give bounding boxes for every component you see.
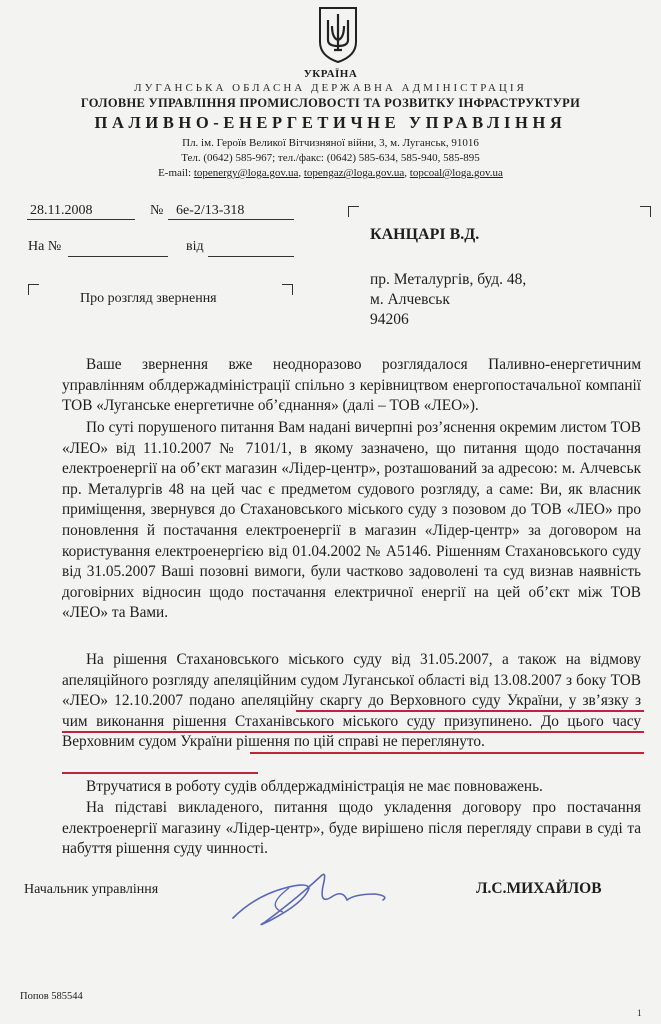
email-label: E-mail: bbox=[158, 167, 192, 179]
body-paragraph-1: Ваше звернення вже неодноразово розглядалося Паливно-енергетичним управлінням облдержадміністрації спільно з керівництвом енергопостачальної компанії ТОВ «Луганське енергетичне об’єднання» (далі – ТОВ «ЛЕО»). bbox=[62, 356, 641, 415]
body-paragraph-3: На рішення Стахановського міського суду від 31.05.2007, а також на відмову апеляційного розгляду апеляційним судом Луганської області від 13.08.2007 з боку ТОВ «ЛЕО» 12.10.2007 подано апеляційну скаргу до Верховного суду України, у зв’язку з чим виконання рішення Стаханівського міського суду призупинено. До цього часу Верховним судом України рішення по цій справі не переглянуто. bbox=[62, 651, 641, 751]
reference-label: На № bbox=[28, 239, 62, 254]
reference-underline bbox=[68, 256, 168, 257]
letterhead-country: УКРАЇНА bbox=[303, 68, 358, 80]
body-paragraph-4: Втручатися в роботу судів облдержадміністрація не має повноважень. bbox=[86, 778, 543, 795]
letterhead-phones: Тел. (0642) 585-967; тел./факс: (0642) 585-634, 585-940, 585-895 bbox=[181, 152, 480, 164]
letterhead-department: ПАЛИВНО-ЕНЕРГЕТИЧНЕ УПРАВЛІННЯ bbox=[94, 113, 567, 132]
body-paragraph-5: На підставі викладеного, питання щодо укладення договору про постачання електроенергії магазину «Лідер-центр», буде вирішено після перегляду справи в суді та набуття рішення суду чинності. bbox=[62, 799, 641, 858]
letterhead-emails: E-mail: topenergy@loga.gov.ua, topengaz@loga.gov.ua, topcoal@loga.gov.ua bbox=[158, 167, 503, 179]
highlight-underline bbox=[296, 710, 644, 712]
signer-name: Л.С.МИХАЙЛОВ bbox=[476, 880, 602, 897]
outgoing-number: 6е-2/13-318 bbox=[176, 203, 245, 218]
page-number: 1 bbox=[637, 1008, 642, 1018]
letterhead-address: Пл. ім. Героїв Великої Вітчизняної війни, 3, м. Луганськ, 91016 bbox=[182, 137, 479, 149]
signature-icon bbox=[225, 866, 395, 932]
executor-note: Попов 585544 bbox=[20, 991, 83, 1002]
email-link[interactable]: topengaz@loga.gov.ua bbox=[303, 167, 405, 179]
coat-of-arms-icon bbox=[318, 6, 358, 64]
recipient-corner-left bbox=[348, 206, 359, 217]
subject-corner-left bbox=[28, 284, 39, 295]
outgoing-date: 28.11.2008 bbox=[30, 203, 93, 218]
subject: Про розгляд звернення bbox=[80, 291, 217, 306]
email-link[interactable]: topenergy@loga.gov.ua bbox=[193, 167, 299, 179]
recipient-name: КАНЦАРІ В.Д. bbox=[370, 226, 480, 243]
recipient-city: м. Алчевськ bbox=[370, 291, 450, 308]
highlight-underline bbox=[250, 752, 644, 754]
letterhead-administration: ЛУГАНСЬКА ОБЛАСНА ДЕРЖАВНА АДМІНІСТРАЦІЯ bbox=[134, 82, 527, 94]
signer-position: Начальник управління bbox=[24, 882, 159, 897]
body-paragraph-2: По суті порушеного питання Вам надані вичерпні роз’яснення окремим листом ТОВ «ЛЕО» від 11.10.2007 № 7101/1, в якому зазначено, що питання щодо постачання електроенергії на об’єкт магазин «Лідер-центр», розташований за адресою: м. Алчевськ пр. Металургів 48 на цей час є предметом судового розгляду, а саме: Ви, як власник приміщення, звернувся до Стахановського міського суду з позовом до ТОВ «ЛЕО» про поновлення й постачання електроенергії в магазин «Лідер-центр» за договором на користування електроенергією від 01.04.2002 № А5146. Рішенням Стахановського суду від 31.05.2007 Ваші позовні вимоги, були частково задоволені та суд визнав наявність договірних відносин щодо постачання електричної енергії на цей об’єкт між ТОВ «ЛЕО» та Вами. bbox=[62, 419, 641, 622]
highlight-underline bbox=[62, 772, 258, 774]
date-underline bbox=[27, 219, 135, 220]
subject-corner-right bbox=[282, 284, 293, 295]
outgoing-number-label: № bbox=[150, 203, 164, 218]
highlight-underline bbox=[62, 731, 644, 733]
recipient-corner-right bbox=[640, 206, 651, 217]
email-link[interactable]: topcoal@loga.gov.ua bbox=[409, 167, 503, 179]
reference-from-underline bbox=[208, 256, 294, 257]
recipient-postcode: 94206 bbox=[370, 311, 409, 328]
letterhead-main-directorate: ГОЛОВНЕ УПРАВЛІННЯ ПРОМИСЛОВОСТІ ТА РОЗВИТКУ ІНФРАСТРУКТУРИ bbox=[80, 96, 581, 110]
recipient-street: пр. Металургів, буд. 48, bbox=[370, 271, 527, 288]
number-underline bbox=[168, 219, 294, 220]
reference-from-label: від bbox=[186, 239, 204, 254]
